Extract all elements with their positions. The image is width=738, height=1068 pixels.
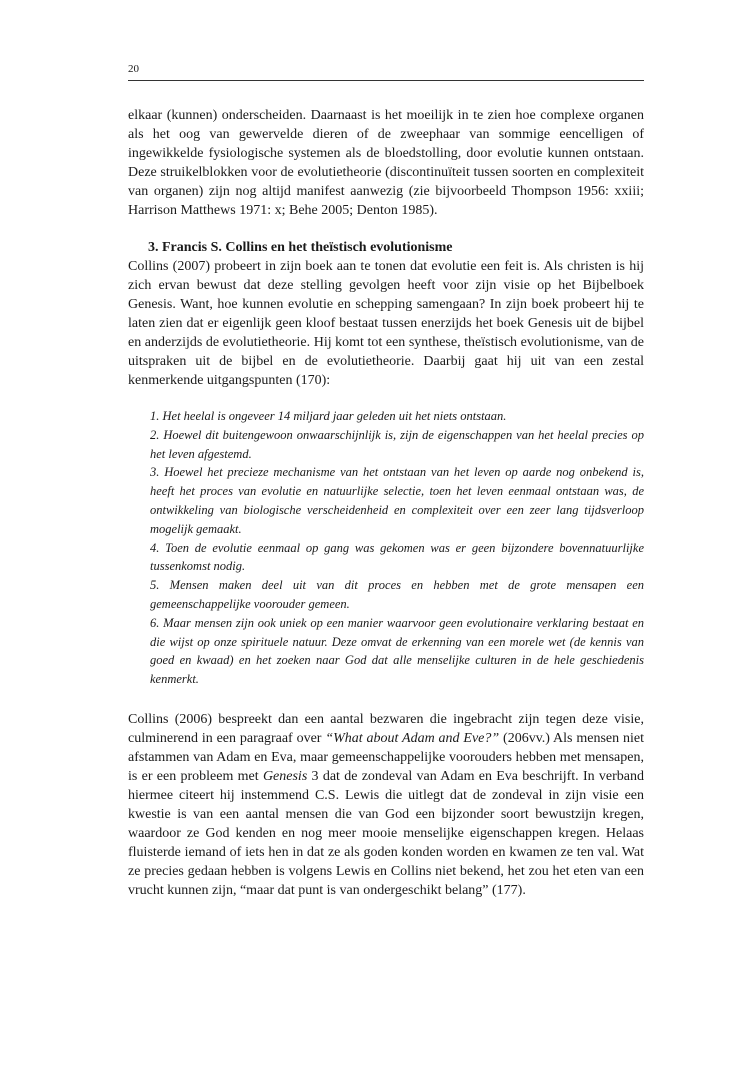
section-paragraph: Collins (2007) probeert in zijn boek aan te tonen dat evolutie een feit is. Als christen is hij zich ervan bewust dat deze stelling gevolgen heeft voor zijn visie op het Bijbelboek Genesis. Want, hoe kunnen evolutie en schepping samengaan? In zijn boek probeert hij te laten zien dat er eigenlijk geen kloof bestaat tussen enerzijds het boek Genesis uit de bijbel en anderzijds de evolutietheorie. Hij komt tot een synthese, theïstisch evolutionisme, van de uitspraken uit de bijbel en de evolutietheorie. Daarbij gaat hij uit van een zestal kenmerkende uitgangspunten (170): <box>128 259 644 388</box>
quote-item-3: 3. Hoewel het precieze mechanisme van het ontstaan van het leven op aarde nog onbekend is, heeft het proces van evolutie en natuurlijke selectie, toen het leven eenmaal ontstaan was, de ontwikkeling van biologische verscheidenheid en complexiteit over een zeer lang tijdsverloop mogelijk gemaakt. <box>150 465 644 536</box>
page-number: 20 <box>128 63 139 75</box>
closing-italic-genesis: Genesis <box>262 768 308 784</box>
quote-item-2: 2. Hoewel dit buitengewoon onwaarschijnlijk is, zijn de eigenschappen van het heelal precies op het leven afgestemd. <box>150 427 644 461</box>
closing-text-2: (206vv.) Als mensen niet afstammen van Adam en Eva, maar gemeenschappelijke voorouders hebben met mensapen, is er een probleem met <box>128 730 644 784</box>
quote-item-5: 5. Mensen maken deel uit van dit proces en hebben met de grote mensapen een gemeenschappelijke voorouder gemeen. <box>150 578 644 611</box>
intro-paragraph: elkaar (kunnen) onderscheiden. Daarnaast is het moeilijk in te zien hoe complexe organen als het oog van gewervelde dieren of de zweephaar van sommige eencelligen of ingewikkelde fysiologische systemen als de bloedstolling, door evolutie kunnen ontstaan. Deze struikelblokken voor de evolutietheorie (discontinuïteit tussen soorten en complexiteit van organen) zijn nog altijd manifest aanwezig (zie bijvoorbeeld Thompson 1956: xxiii; Harrison Matthews 1971: x; Behe 2005; Denton 1985). <box>128 108 644 218</box>
quote-item-6: 6. Maar mensen zijn ook uniek op een manier waarvoor geen evolutionaire verklaring bestaat en die wijst op onze spirituele natuur. Deze omvat de erkenning van een morele wet (de kennis van goed en kwaad) en het zoeken naar God dat alle menselijke culturen in de hele geschiedenis kenmerkt. <box>150 615 644 687</box>
quote-item-4: 4. Toen de evolutie eenmaal op gang was gekomen was er geen bijzondere bovennatuurlijke tussenkomst nodig. <box>150 540 644 574</box>
running-header <box>128 62 644 81</box>
quote-item-1: 1. Het heelal is ongeveer 14 miljard jaar geleden uit het niets ontstaan. <box>150 409 507 423</box>
closing-paragraph <box>128 710 644 900</box>
block-quote <box>150 407 644 689</box>
closing-text-1: Collins (2006) bespreekt dan een aantal bezwaren die ingebracht zijn tegen deze visie, culminerend in een paragraaf over <box>128 711 644 746</box>
body-text <box>128 106 644 900</box>
closing-italic-title: “What about Adam and Eve?” <box>325 730 500 746</box>
closing-text-3: 3 dat de zondeval van Adam en Eva beschrijft. In verband hiermee citeert hij instemmend C.S. Lewis die uitlegt dat de zondeval in zijn visie een kwestie is van een aantal mensen die van God een bijzonder soort bewustzijn kregen, waardoor ze God kenden en nog meer mooie menselijke eigenschappen kregen. Helaas fluisterde iemand of iets hen in dat ze als goden konden worden en kwamen ze ten val. Wat ze precies gedaan hebben is volgens Lewis en Collins niet bekend, het zou het eten van een vrucht kunnen zijn, “maar dat punt is van ondergeschikt belang” (177). <box>128 768 644 898</box>
section-heading: 3. Francis S. Collins en het theïstisch evolutionisme <box>148 240 453 255</box>
